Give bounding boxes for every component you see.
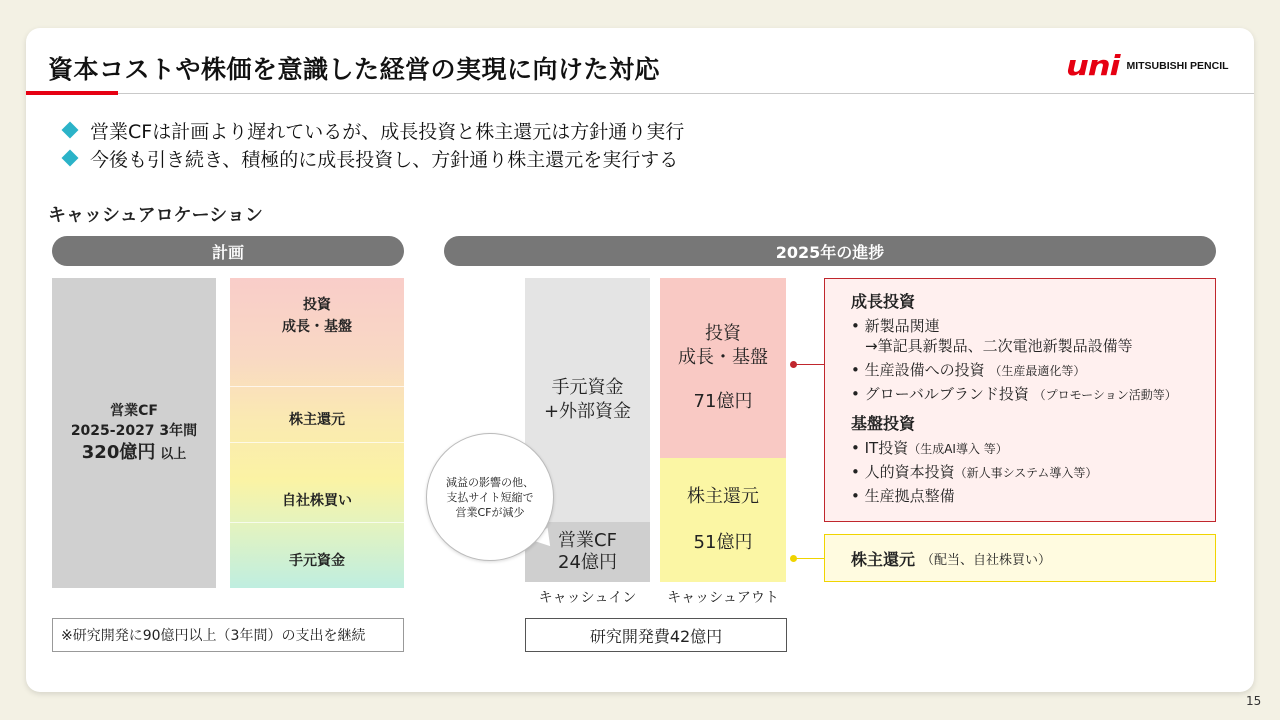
item-text: • 生産拠点整備 — [851, 487, 955, 505]
plan-return-label: 株主還元 — [289, 412, 345, 428]
speech-bubble — [426, 433, 554, 561]
section-title: キャッシュアロケーション — [48, 205, 263, 226]
base-title: 基盤投資 — [851, 414, 916, 433]
item-sub: （プロモーション活動等） — [1033, 388, 1177, 402]
diamond-bullet-icon — [62, 150, 79, 167]
return-amount: 51億円 — [693, 532, 753, 553]
connector-line-yellow — [794, 558, 824, 559]
return-title: 株主還元 — [851, 549, 916, 569]
diamond-bullet-icon — [62, 122, 79, 139]
bubble-line2: 支払サイト短縮で — [446, 490, 534, 504]
funds-line2: +外部資金 — [543, 401, 632, 422]
allocation-divider — [230, 442, 404, 443]
growth-title: 成長投資 — [851, 292, 916, 311]
growth-investment-panel — [824, 278, 1216, 522]
company-logo — [1066, 49, 1229, 82]
base-item — [851, 437, 1215, 461]
summary-bullets — [60, 116, 684, 172]
plan-cash-label: 手元資金 — [289, 553, 345, 569]
plan-invest-line2: 成長・基盤 — [282, 319, 352, 335]
growth-item — [851, 383, 1215, 407]
bubble-line3: 営業CFが減少 — [455, 505, 525, 519]
cash-out-invest-box — [660, 278, 786, 458]
plan-buyback-label: 自社株買い — [282, 493, 352, 509]
item-sub: （生産最適化等） — [989, 364, 1086, 378]
page-number: 15 — [1246, 694, 1262, 708]
progress-rd-box: 研究開発費42億円 — [525, 618, 787, 652]
invest-amount: 71億円 — [693, 391, 753, 412]
page-title: 資本コストや株価を意識した経営の実現に向けた対応 — [48, 55, 661, 84]
base-item — [851, 461, 1215, 485]
logo-text: MITSUBISHI PENCIL — [1126, 60, 1229, 72]
bullet-text: 営業CFは計画より遅れているが、成長投資と株主還元は方針通り実行 — [90, 120, 685, 143]
bullet-text: 今後も引き続き、積極的に成長投資し、方針通り株主還元を実行する — [90, 148, 679, 171]
plan-cf-label: 営業CF — [110, 403, 158, 419]
item-text: • グローバルブランド投資 — [851, 385, 1029, 403]
allocation-divider — [230, 522, 404, 523]
base-item — [851, 485, 1215, 508]
allocation-divider — [230, 386, 404, 387]
funds-line1: 手元資金 — [551, 377, 624, 398]
plan-cf-period: 2025-2027 3年間 — [70, 423, 198, 439]
growth-item-detail: →筆記具新製品、二次電池新製品設備等 — [865, 337, 1133, 355]
header-divider — [26, 93, 1254, 94]
cf-line1: 営業CF — [558, 530, 617, 551]
bullet-item — [60, 116, 684, 144]
header-accent-bar — [26, 91, 118, 95]
growth-item — [851, 359, 1215, 383]
cf-line2: 24億円 — [558, 552, 617, 573]
bubble-line1: 減益の影響の他、 — [446, 475, 534, 489]
logo-mark: uni — [1066, 49, 1120, 82]
return-label: 株主還元 — [687, 486, 759, 507]
progress-header-pill: 2025年の進捗 — [444, 236, 1216, 266]
item-text: • IT投資 — [851, 439, 909, 457]
bullet-item — [60, 144, 684, 172]
plan-header-pill: 計画 — [52, 236, 404, 266]
item-sub: （新人事システム導入等） — [954, 466, 1098, 480]
invest-line2: 成長・基盤 — [678, 347, 768, 368]
plan-operating-cf-box — [52, 278, 216, 588]
plan-invest-label — [230, 294, 404, 338]
item-sub: （生成AI導入 等） — [908, 442, 1008, 456]
plan-rd-note: ※研究開発に90億円以上（3年間）の支出を継続 — [52, 618, 404, 652]
cash-out-caption: キャッシュアウト — [667, 590, 779, 606]
plan-invest-line1: 投資 — [303, 297, 331, 313]
item-text: • 生産設備への投資 — [851, 361, 985, 379]
cash-in-caption: キャッシュイン — [538, 590, 637, 606]
item-text: • 人的資本投資 — [851, 463, 955, 481]
return-sub: （配当、自社株買い） — [921, 552, 1052, 568]
item-text: • 新製品関連 — [851, 317, 940, 335]
connector-line-red — [794, 364, 824, 365]
invest-line1: 投資 — [705, 323, 741, 344]
plan-cf-suffix: 以上 — [160, 447, 187, 462]
plan-cf-amount: 320億円 — [81, 442, 156, 463]
growth-item — [851, 315, 1215, 338]
shareholder-return-panel — [824, 534, 1216, 582]
cash-out-return-box — [660, 458, 786, 582]
